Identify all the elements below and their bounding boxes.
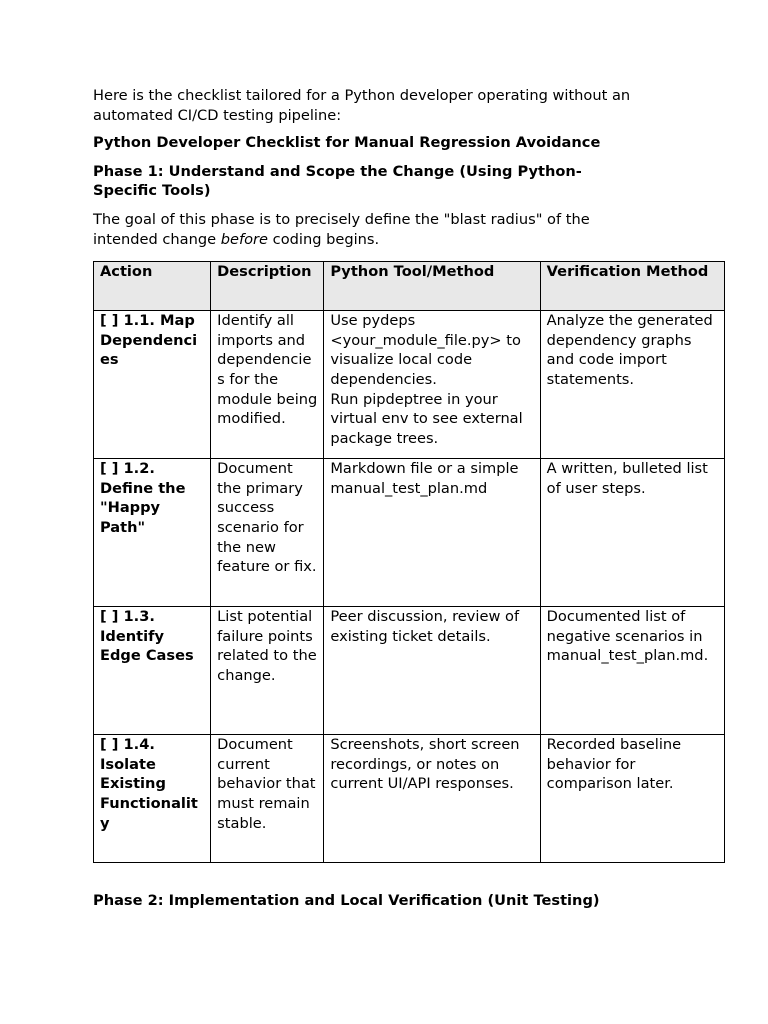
verification-cell: Documented list of negative scenarios in manual_test_plan.md. — [540, 607, 724, 735]
tool-cell — [324, 459, 540, 607]
phase-1-goal — [93, 210, 653, 249]
goal-text-start: The goal of this phase is to precisely define the "blast radius" of the intended change — [93, 210, 590, 248]
table-header-row — [94, 262, 725, 311]
intro-paragraph: Here is the checklist tailored for a Python developer operating without an automated CI/CD testing pipeline: — [93, 87, 631, 124]
header-action: Action — [94, 262, 211, 311]
verification-cell: A written, bulleted list of user steps. — [540, 459, 724, 607]
action-cell: [ ] 1.2. Define the "Happy Path" — [94, 459, 211, 607]
phase-2-heading: Phase 2: Implementation and Local Verification (Unit Testing) — [93, 892, 600, 910]
description-cell: Identify all imports and dependencies for the module being modified. — [211, 311, 324, 459]
description-cell: Document current behavior that must remain stable. — [211, 735, 324, 863]
table-row — [94, 311, 725, 459]
description-cell: Document the primary success scenario for the new feature or fix. — [211, 459, 324, 607]
tool-cell — [324, 607, 540, 735]
goal-emphasis: before — [220, 230, 269, 248]
tool-cell — [324, 311, 540, 459]
phase-1-heading: Phase 1: Understand and Scope the Change (Using Python-Specific Tools) — [93, 162, 582, 200]
checklist-title: Python Developer Checklist for Manual Regression Avoidance — [93, 134, 601, 152]
action-cell: [ ] 1.1. Map Dependencies — [94, 311, 211, 459]
table-row — [94, 459, 725, 607]
table-row — [94, 607, 725, 735]
document-page — [93, 86, 725, 911]
goal-text-end: coding begins. — [268, 230, 380, 248]
header-description: Description — [211, 262, 324, 311]
tool-text: Markdown file or a simple manual_test_plan.md — [330, 460, 519, 497]
verification-cell: Recorded baseline behavior for comparison later. — [540, 735, 724, 863]
action-cell: [ ] 1.3. Identify Edge Cases — [94, 607, 211, 735]
header-verification: Verification Method — [540, 262, 724, 311]
action-cell: [ ] 1.4. Isolate Existing Functionality — [94, 735, 211, 863]
tool-cell — [324, 735, 540, 863]
tool-text: Run pipdeptree in your virtual env to see external package trees. — [330, 390, 523, 447]
header-python-tool: Python Tool/Method — [324, 262, 540, 311]
tool-text: Peer discussion, review of existing ticket details. — [330, 608, 520, 645]
tool-text: Screenshots, short screen recordings, or notes on current UI/API responses. — [330, 736, 520, 793]
verification-cell: Analyze the generated dependency graphs and code import statements. — [540, 311, 724, 459]
phase-1-table — [93, 261, 725, 863]
tool-text: Use pydeps <your_module_file.py> to visualize local code dependencies. — [330, 312, 521, 388]
description-cell: List potential failure points related to the change. — [211, 607, 324, 735]
table-row — [94, 735, 725, 863]
